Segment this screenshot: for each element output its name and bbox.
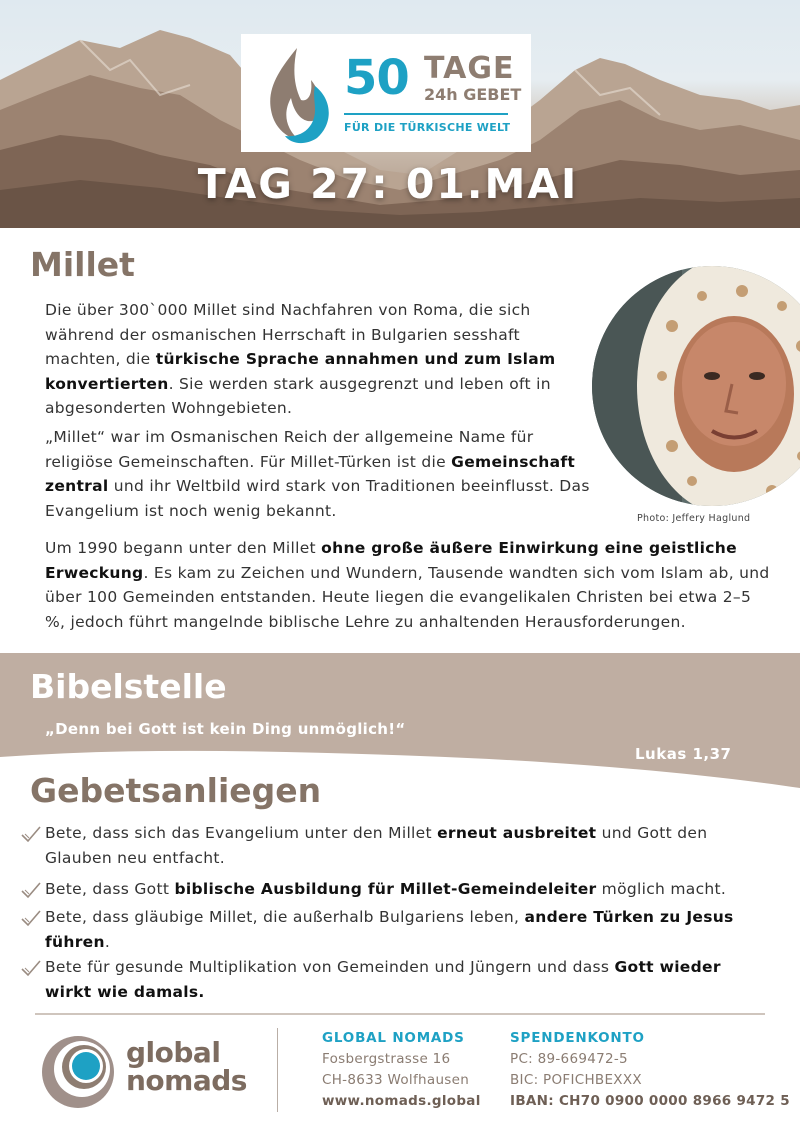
body-text: Bete, dass Gott	[45, 880, 175, 898]
bank-heading: SPENDENKONTO	[510, 1030, 645, 1046]
org-heading: GLOBAL NOMADS	[322, 1030, 465, 1046]
logo-tagline: FÜR DIE TÜRKISCHE WELT	[344, 121, 511, 134]
prayer-text	[45, 821, 765, 870]
emphasis-text: ohne große äußere Einwirkung eine geistliche Erweckung	[45, 539, 737, 582]
org-city: CH-8633 Wolfhausen	[322, 1072, 470, 1088]
header-banner	[0, 0, 800, 228]
body-text: Bete, dass sich das Evangelium unter den Millet	[45, 824, 438, 842]
prayer-text	[45, 955, 765, 1004]
checkmark-icon	[20, 880, 42, 900]
body-text: Um 1990 begann unter den Millet	[45, 539, 322, 557]
bank-pc: PC: 89-669472-5	[510, 1051, 628, 1067]
body-text: und ihr Weltbild wird stark von Traditionen beeinflusst. Das Evangelium ist noch wenig bekannt.	[45, 477, 590, 520]
org-street: Fosbergstrasse 16	[322, 1051, 451, 1067]
intro-paragraph-2	[45, 425, 605, 523]
body-text: Bete für gesunde Multiplikation von Gemeinden und Jüngern und dass	[45, 958, 615, 976]
global-nomads-swirl-icon	[38, 1032, 118, 1112]
logo-number: 50	[344, 50, 409, 106]
emphasis-text: türkische Sprache annahmen und zum Islam konvertierten	[45, 350, 556, 393]
logo-divider	[344, 113, 508, 115]
bible-verse: „Denn bei Gott ist kein Ding unmöglich!“	[45, 720, 406, 738]
flame-logo-icon	[249, 40, 339, 150]
day-title: TAG 27: 01.MAI	[197, 160, 579, 208]
photo-credit: Photo: Jeffery Haglund	[637, 513, 751, 524]
footer-bank	[510, 1028, 790, 1112]
bible-reference: Lukas 1,37	[635, 745, 732, 763]
section-title-millet: Millet	[30, 245, 135, 284]
intro-paragraph-3	[45, 536, 775, 634]
footer-address	[322, 1028, 481, 1112]
body-text: . Es kam zu Zeichen und Wundern, Tausende wandten sich vom Islam ab, und über 100 Gemeinden entstanden. Heute liegen die evangelikalen Christen bei etwa 2–5 %, jedoch führt mangelnde biblische Lehre zu anhaltenden Herausforderungen.	[45, 563, 770, 631]
footer-logo-line1: global	[126, 1036, 221, 1069]
body-text: und Gott den Glauben neu entfacht.	[45, 824, 708, 867]
emphasis-text: Gott wieder wirkt wie damals.	[45, 958, 721, 1001]
emphasis-text: Gemeinschaft zentral	[45, 452, 576, 495]
checkmark-icon	[20, 824, 42, 844]
emphasis-text: erneut ausbreitet	[437, 824, 597, 842]
body-text: Bete, dass gläubige Millet, die außerhalb Bulgariens leben,	[45, 908, 525, 926]
body-text: möglich macht.	[596, 880, 727, 898]
prayer-text	[45, 905, 765, 954]
logo-word: TAGE	[424, 51, 515, 86]
portrait-photo	[592, 266, 800, 506]
body-text: Die über 300`000 Millet sind Nachfahren von Roma, die sich während der osmanischen Herrschaft in Bulgarien sesshaft machten, die	[45, 301, 531, 368]
emphasis-text: biblische Ausbildung für Millet-Gemeindeleiter	[174, 880, 597, 898]
section-title-bible: Bibelstelle	[30, 667, 227, 706]
event-logo	[241, 34, 531, 152]
intro-paragraph-1	[45, 298, 565, 421]
footer-logo-line2: nomads	[126, 1064, 247, 1097]
body-text: „Millet“ war im Osmanischen Reich der allgemeine Name für religiöse Gemeinschaften. Für Millet-Türken ist die	[45, 428, 534, 471]
checkmark-icon	[20, 958, 42, 978]
footer-vertical-divider	[277, 1028, 278, 1112]
org-website-link[interactable]: www.nomads.global	[322, 1093, 481, 1109]
bank-bic: BIC: POFICHBEXXX	[510, 1072, 642, 1088]
emphasis-text: andere Türken zu Jesus führen	[45, 908, 734, 951]
prayer-text	[45, 877, 765, 902]
portrait-illustration	[592, 266, 800, 506]
body-text: . Sie werden stark ausgegrenzt und leben oft in abgesonderten Wohngebieten.	[45, 374, 551, 417]
body-text: .	[104, 932, 111, 951]
footer-divider	[35, 1013, 765, 1015]
logo-sub: 24h GEBET	[424, 85, 522, 104]
section-title-prayer: Gebetsanliegen	[30, 771, 322, 810]
checkmark-icon	[20, 908, 42, 928]
bank-iban: IBAN: CH70 0900 0000 8966 9472 5	[510, 1093, 790, 1109]
